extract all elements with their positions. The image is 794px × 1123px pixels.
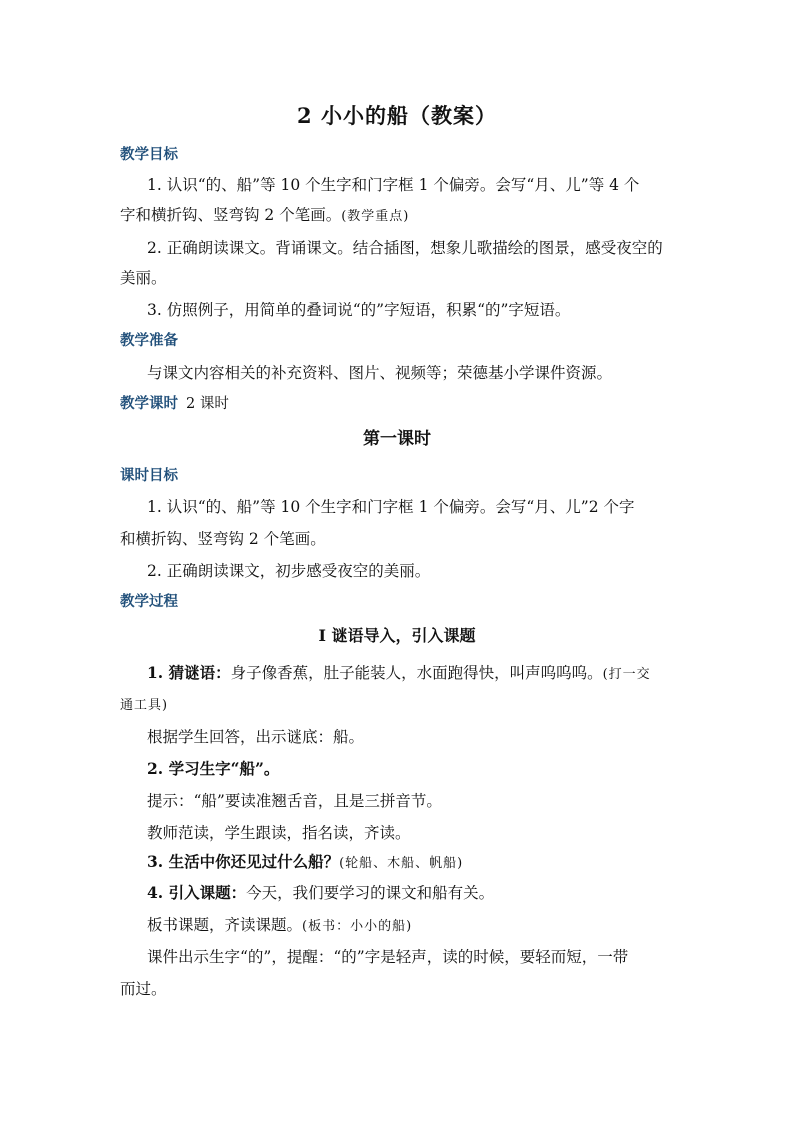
section-heading-goals: 教学目标 [120, 146, 178, 163]
page-title: 2 小小的船（教案） [297, 103, 497, 128]
step-2: 2. 学习生字“船”。 [147, 759, 280, 778]
goal-1-line-2: 字和横折钩、竖弯钩 2 个笔画。(教学重点) [120, 206, 410, 224]
step-1-line-2: 通工具) [120, 698, 169, 713]
step-1-answer: 根据学生回答，出示谜底：船。 [147, 728, 365, 746]
step-4: 4. 引入课题：今天，我们要学习的课文和船有关。 [147, 883, 495, 902]
goal-1-line-1: 1. 认识“的、船”等 10 个生字和门字框 1 个偏旁。会写“月、儿”等 4 个 [147, 176, 640, 194]
step-4-board: 板书课题，齐读课题。(板书：小小的船) [147, 916, 413, 934]
lesson-goal-2: 2. 正确朗读课文，初步感受夜空的美丽。 [147, 562, 431, 580]
step-3: 3. 生活中你还见过什么船？(轮船、木船、帆船) [147, 852, 464, 871]
section-heading-hours: 教学课时 2 课时 [120, 395, 229, 412]
step-4-show-line-1: 课件出示生字“的”，提醒：“的”字是轻声，读的时候，要轻而短，一带 [147, 948, 629, 966]
goal-1-note: (教学重点) [341, 209, 410, 224]
step-4-show-line-2: 而过。 [120, 980, 167, 998]
section-heading-lesson-goals: 课时目标 [120, 467, 178, 484]
lesson-goal-1-line-1: 1. 认识“的、船”等 10 个生字和门字框 1 个偏旁。会写“月、儿”2 个字 [147, 498, 635, 516]
section-heading-process: 教学过程 [120, 593, 178, 610]
step-1-line-1: 1. 猜谜语：身子像香蕉，肚子能装人，水面跑得快，叫声呜呜呜。(打一交 [147, 663, 651, 682]
goal-2-line-1: 2. 正确朗读课文。背诵课文。结合插图，想象儿歌描绘的图景，感受夜空的 [147, 239, 663, 257]
lesson-goal-1-line-2: 和横折钩、竖弯钩 2 个笔画。 [120, 530, 326, 548]
lesson-title: 第一课时 [363, 429, 431, 449]
goal-3: 3. 仿照例子，用简单的叠词说“的”字短语，积累“的”字短语。 [147, 301, 571, 319]
step-2-read: 教师范读，学生跟读，指名读，齐读。 [147, 824, 411, 842]
hours-value: 2 课时 [186, 396, 229, 412]
part-1-title: Ⅰ 谜语导入，引入课题 [318, 626, 476, 645]
step-2-hint: 提示：“船”要读准翘舌音，且是三拼音节。 [147, 792, 442, 810]
goal-2-line-2: 美丽。 [120, 269, 167, 287]
section-heading-prep: 教学准备 [120, 332, 178, 349]
prep-text: 与课文内容相关的补充资料、图片、视频等；荣德基小学课件资源。 [147, 364, 613, 382]
